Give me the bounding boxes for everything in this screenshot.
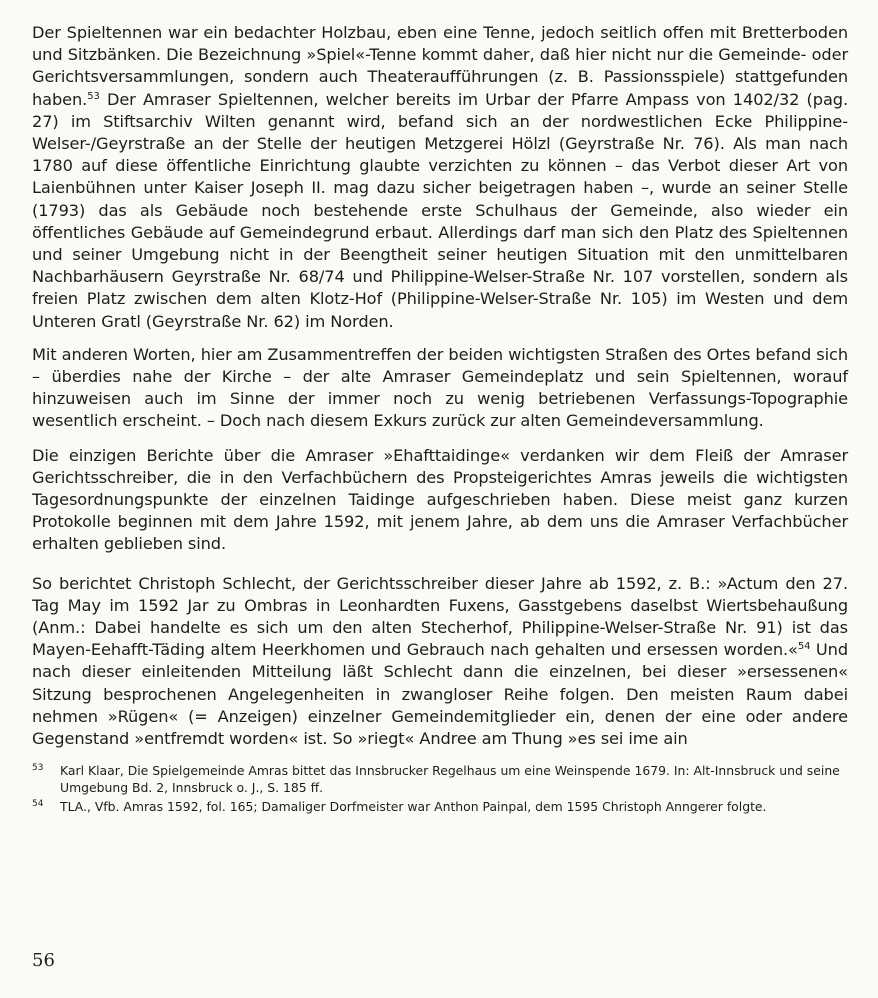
paragraph-1-text-b: Der Amraser Spieltennen, welcher bereits im Urbar der Pfarre Ampass von 1402/32 (pag. 27) im Stiftsarchiv Wilten genannt wird, befand sich an der nordwestlichen Ecke Philippine-Welser-/Geyrstraße an der Stelle der heutigen Metzgerei Hölzl (Geyrstraße Nr. 76). Als man nach 1780 auf diese öffentliche Einrichtung glaubte verzichten zu können – das Verbot dieser Art von Laienbühnen unter Kaiser Joseph II. mag dazu sicher beigetragen haben –, wurde an seiner Stelle (1793) das als Gebäude noch bestehende erste Schulhaus der Gemeinde, also wieder ein öffentliches Gebäude auf Gemeindegrund erbaut. Allerdings darf man sich den Platz des Spieltennen und seiner Umgebung nicht in der Beengtheit seiner heutigen Situation mit den unmittelbaren Nachbarhäusern Geyrstraße Nr. 68/74 und Philippine-Welser-Straße Nr. 107 vorstellen, sondern als freien Platz zwischen dem alten Klotz-Hof (Philippine-Welser-Straße Nr. 105) im Westen und dem Unteren Gratl (Geyrstraße Nr. 62) im Norden. (32, 89, 848, 331)
paragraph-1-text-a: Der Spieltennen war ein bedachter Holzbau, eben eine Tenne, jedoch seitlich offen mit Bretterboden und Sitzbänken. Die Bezeichnung »Spiel«-Tenne kommt daher, daß hier nicht nur die Gemeinde- oder Gerichtsversammlungen, sondern auch Theateraufführungen (z. B. Passionsspiele) stattgefunden haben. (32, 23, 848, 109)
footnote-54 (32, 798, 848, 815)
paragraph-4-text-b: Und nach dieser einleitenden Mitteilung läßt Schlecht dann die einzelnen, bei dieser »ersessenen« Sitzung besprochenen Angelegenheiten in zwangloser Reihe folgen. Den meisten Raum dabei nehmen »Rügen« (= Anzeigen) einzelner Gemeindemitglieder ein, denen der eine oder andere Gegenstand »entfremdt worden« ist. So »riegt« Andree am Thung »es sei ime ain (32, 640, 848, 749)
footnotes (32, 762, 848, 815)
footnote-number: 53 (32, 763, 44, 774)
footnote-53 (32, 762, 848, 796)
footnote-number: 54 (32, 799, 44, 810)
paragraph-3 (32, 445, 848, 556)
paragraph-4 (32, 573, 848, 751)
footnote-ref-53[interactable]: 53 (87, 90, 100, 102)
footnote-text: Karl Klaar, Die Spielgemeinde Amras bittet das Innsbrucker Regelhaus um eine Weinspende 1679. In: Alt-Innsbruck und seine Umgebung Bd. 2, Innsbruck o. J., S. 185 ff. (60, 763, 840, 796)
paragraph-1 (32, 22, 848, 333)
paragraph-2 (32, 344, 848, 433)
paragraph-2-text: Mit anderen Worten, hier am Zusammentreffen der beiden wichtigsten Straßen des Ortes befand sich – überdies nahe der Kirche – der alte Amraser Gemeindeplatz und sein Spieltennen, worauf hinzuweisen auch im Sinne der immer noch zu wenig betriebenen Verfassungs-Topographie wesentlich erscheint. – Doch nach diesem Exkurs zurück zur alten Gemeindeversammlung. (32, 344, 848, 431)
footnote-ref-54[interactable]: 54 (797, 641, 811, 653)
paragraph-3-text: Die einzigen Berichte über die Amraser »Ehafttaidinge« verdanken wir dem Fleiß der Amraser Gerichtsschreiber, die in den Verfachbüchern des Propsteigerichtes Amras jeweils die wichtigsten Tagesordnungspunkte der einzelnen Taidinge aufgeschrieben haben. Diese meist ganz kurzen Protokolle beginnen mit dem Jahre 1592, mit jenem Jahre, ab dem uns die Amraser Verfachbücher erhalten geblieben sind. (32, 445, 848, 554)
page-number: 56 (32, 950, 55, 971)
footnote-text: TLA., Vfb. Amras 1592, fol. 165; Damaliger Dorfmeister war Anthon Painpal, dem 1595 Christoph Anngerer folgte. (60, 799, 767, 815)
paragraph-4-text-a: So berichtet Christoph Schlecht, der Gerichtsschreiber dieser Jahre ab 1592, z. B.: »Actum den 27. Tag May im 1592 Jar zu Ombras in Leonhardten Fuxens, Gasstgebens daselbst Wiertsbehaußung (Anm.: Dabei handelte es sich um den alten Stecherhof, Philippine-Welser-Straße Nr. 91) ist das Mayen-Eehafft-Täding altem Heerkhomen und Gebrauch nach gehalten und ersessen worden.« (32, 573, 848, 660)
page-body (32, 22, 848, 817)
